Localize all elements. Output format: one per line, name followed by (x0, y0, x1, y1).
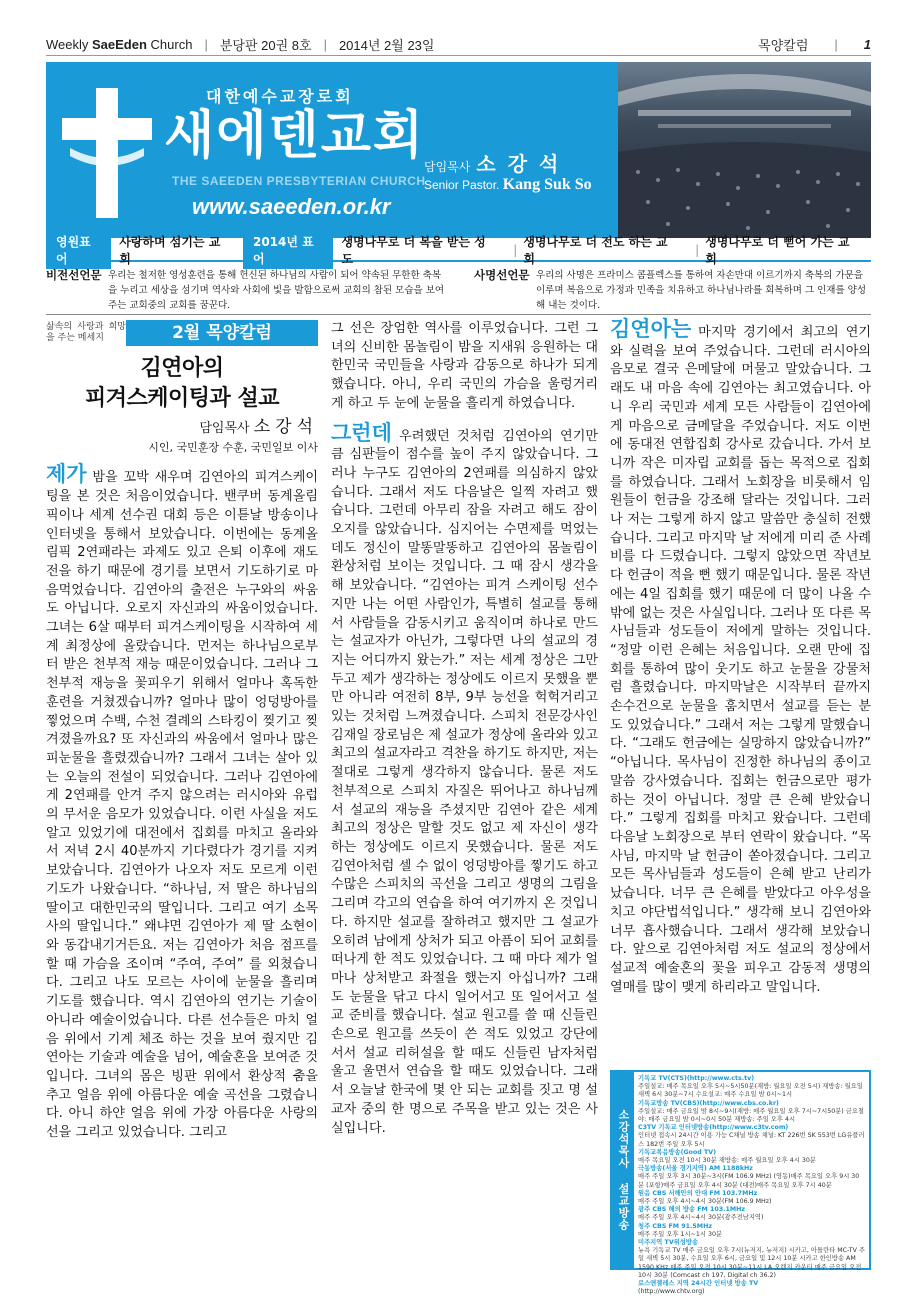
broadcast-item: 청주 CBS FM 91.5MHz 매주 주일 오후 1시~1시 30분 (638, 1222, 723, 1238)
church-english-name: THE SAEEDEN PRESBYTERIAN CHURCH (172, 174, 426, 188)
church-name: 새에덴교회 (164, 106, 426, 166)
lead-word: 제가 (46, 462, 87, 487)
article-column-3 (610, 317, 871, 997)
lead-word: 김연아는 (610, 317, 692, 341)
broadcast-list (634, 1072, 869, 1296)
motto-bar: 영원표어 사랑하며 섬기는 교회 2014년 표어 생명나무로 더 복을 받는 성도 | 생명나무로 더 전도 하는 교회 | 생명나무로 더 뻗어 가는 교회 (46, 240, 871, 262)
section-name: 목양칼럼 (758, 38, 809, 53)
lead-word: 그런데 (331, 420, 392, 445)
broadcast-item: 극동방송(서울 경기지역) AM 1188kHz 매주 주일 오후 3시 30분~3시(FM 106.9 MHz) (영동)매주 목요일 오후 9시 30분 (포항)매주 금요일 오후 4시 30분 (대전)매주 목요일 오후 7시 40분 (638, 1165, 860, 1189)
motto-eternal: 사랑하며 섬기는 교회 (119, 235, 221, 266)
broadcast-item: 로스앤젤레스 지역 24시간 인터넷 방송 TV (http://www.chtv.org) (638, 1280, 759, 1296)
motto-tag-eternal: 영원표어 (46, 231, 111, 269)
broadcast-item: 기독교복음방송(Good TV) 매주 목요일 오전 10시 30분 재방송: 매주 월요일 오후 4시 30분 (638, 1148, 816, 1165)
mission-statement (474, 268, 871, 312)
broadcast-schedule-box (610, 1070, 871, 1296)
broadcast-item: 미주지역 TV위성방송 뉴욕 기독교 TV 매주 금요일 오후 7시(뉴저지, 뉴저지) 시카고, 아틀란타 MC-TV 주 일 새벽 5시 30분, 수요일 오후 6시, 금요일 및 12시 10분 시카고 한인방송 AM 1590 KHz 매주 주일 오전 10시 30분~11시 LA 오렌지 카운티 매주 금요일 오전 10시 30분 (Comcast ch 197, Digital ch 36.2) (638, 1239, 866, 1279)
motto-tag-2014: 2014년 표어 (243, 231, 334, 269)
mission-label: 사명선언문 (474, 268, 530, 282)
congregation-photo (618, 62, 871, 238)
divider (46, 314, 871, 315)
mission-text: 우리의 사명은 프라미스 콤플렉스를 통하여 자손만대 이르기까지 축복의 가문을 이루며 복음으로 가정과 민족을 치유하고 하나님나라를 회복하며 그 인재를 양성해 내는 것이다. (536, 270, 867, 311)
article-paragraph: 그 선은 장엄한 역사를 이루었습니다. 그런 그녀의 신비한 몸놀림이 밤을 지새워 응원하는 대한민국 국민들을 사랑과 감동으로 하나가 되게 했습니다. 아니, 우리 국민의 가슴을 울렁거리게 하고 두 눈에 눈물을 흘리게 하였습니다. (331, 321, 598, 411)
broadcast-box-title: 소강석목사 설교방송 (612, 1072, 634, 1268)
author-roles: 시인, 국민훈장 수훈, 국민일보 이사 (148, 440, 318, 454)
article-paragraph: 제가 밤을 꼬박 새우며 김연아의 피겨스케이팅을 본 것은 처음이었습니다. 밴쿠버 동계올림픽이나 세계 선수권 대회 등은 이튿날 방송이나 인터넷을 통해서 보았습니다. 이번에는 동계올림픽 2연패라는 과제도 있고 은퇴 이후에 재도전을 하기 때문에 경기를 보면서 기도하기로 마음먹었습니다. 김연아의 출전은 누구와의 싸움도 아닙니다. 오로지 자신과의 싸움이었습니다. 그녀는 6살 때부터 피겨스케이팅을 시작하여 세계 최정상에 올랐습니다. 먼저는 하나님으로부터 받은 천부적 재능 때문이었습니다. 그러나 그 천부적 재능을 꽃피우기 위해서 얼마나 혹독한 훈련을 거쳤겠습니까? 얼마나 많이 엉덩방아를 찧었으며 수백, 수천 결례의 스타킹이 찢기고 찢겨졌을까요? 또 자신과의 싸움에서 얼마나 많은 피눈물을 흘렸겠습니까? 그래서 그녀는 살아 있는 오늘의 전설이 되었습니다. 그러나 김연아에게 2연패를 안겨 주지 않으려는 러시아와 유럽의 무서운 음모가 있었습니다. 이런 사실을 저도 알고 있었기에 대전에서 집회를 마치고 올라와서 저녁 2시 40분까지 기다렸다가 경기를 지켜보았습니다. 김연아가 나오자 저도 모르게 이런 기도가 나왔습니다. “하나님, 저 딸은 하나님의 딸이고 대한민국의 딸입니다. 그리고 여기 소목사의 딸입니다.” 왜냐면 김연아가 제 딸 소현이와 동갑내기거든요. 저는 김연아가 처음 점프를 할 때 가슴을 조이며 “주여, 주여” 를 외쳤습니다. 그리고 나도 모르는 사이에 눈물을 흘리며 기도를 했습니다. 역시 김연아의 연기는 기술이 아니라 예술이었습니다. 다른 선수들은 마치 얼음 위에서 기계 체조 하는 것을 보여 줬지만 김연아는 기술과 예술을 넘어, 예술혼을 보여준 것입니다. 그녀의 몸은 빙판 위에서 환상적 춤을 추고 얼음 위에 아름다운 예술 곡선을 그렸습니다. 아니 하얀 얼음 위에 가장 아름다운 사랑의 선을 그리고 있었습니다. 그리고 (46, 462, 318, 1141)
author-byline: 담임목사 소강석 (199, 417, 318, 437)
broadcast-item: 기독교 TV(CTS)(http://www.cts.tv) 주일설교: 매주 목요일 오후 5시~5시50분(재방: 월요일 오전 5시) 재방송: 월요일 새벽 6시 30분~7시 수요설교: 매주 수요일 밤 0시~1시 (638, 1075, 863, 1099)
broadcast-item: C3TV 기독교 인터넷방송(http://www.c3tv.com) 인터넷 접속시 24시간 이용 가능 C채널 방송 채널: KT 226번 SK 553번 LG유플러스 182번 주일 오후 5시 (638, 1124, 865, 1148)
kicker-label: 2월 목양칼럼 (126, 320, 318, 346)
vision-statement (46, 268, 448, 312)
running-header: Weekly SaeEden Church | 분당판 20권 8호 | 2014년 2월 23일 목양칼럼 | 1 (46, 34, 871, 56)
masthead (46, 62, 871, 238)
motto-item: 생명나무로 더 전도 하는 교회 (523, 235, 668, 266)
church-url[interactable]: www.saeeden.or.kr (192, 194, 391, 219)
broadcast-item: 광주 CBS 해의 방송 FM 103.1MHz 매주 주일 오후 4시~4시 30분(광주전남지역) (638, 1206, 764, 1222)
vision-label: 비전선언문 (46, 268, 102, 282)
motto-item: 생명나무로 더 뻗어 가는 교회 (705, 235, 850, 266)
page-number: 1 (863, 37, 871, 52)
broadcast-item: 기독교방송 TV(CBS)(http://www.cbs.co.kr) 주일설교: 매주 금요일 밤 8시~9시(재방: 매주 월요일 오후 7시~7시50분) 금요철야: 매주 금요일 밤 0시~0시 50분 재방송: 주일 오후 4시 (638, 1099, 864, 1124)
vision-text: 우리는 철저한 영성훈련을 통해 헌신된 하나님의 사람이 되어 약속된 무한한 축복을 누리고 세상을 섬기며 역사와 사회에 빛을 발함으로써 교회의 참된 모습을 보여주는 교회중의 교회를 꿈꾼다. (108, 270, 445, 311)
cross-logo-icon (62, 88, 152, 218)
article-column-1 (46, 320, 318, 1143)
article-paragraph: 그런데 우려했던 것처럼 김연아의 연기만큼 심판들이 점수를 높이 주지 않았습니다. 그러나 누구도 김연아의 2연패를 의심하지 않았습니다. 그래서 저도 다음날은 일찍 자려고 했습니다. 그런데 아무리 잠을 자려고 해도 잠이 오지를 않았습니다. 심지어는 수면제를 먹었는데도 정신이 말똥말똥하고 김연아의 몸놀림이 환상처럼 보이는 것입니다. 그 때 잠시 생각을 해 보았습니다. “김연아는 피겨 스케이팅 선수지만 나는 어떤 사람인가, 특별히 설교를 통해서 사람들을 감동시키고 움직이며 하나로 만드는 설교자가 아닌가, 그렇다면 나의 설교의 경지는 어디까지 왔는가.” 저는 세계 정상은 그만두고 제가 생각하는 정상에도 이르지 못했을 뿐만 아니라 여전히 8부, 9부 능선을 헉헉거리고 있는 것처럼 느껴졌습니다. 스피치 전문강사인 김재일 장로님은 제 설교가 정상에 올라와 있고 최고의 설교자라고 격찬을 하기도 하지만, 저는 절대로 그렇게 생각하지 않습니다. 물론 저도 천부적으로 스피치 자질은 뛰어나고 하나님께서 설교의 재능을 주셨지만 김연아 같은 세계 최고의 정상은 말할 것도 없고 제 자신이 생각하는 정상에도 이르지 못했습니다. 물론 저도 김연아처럼 셀 수 없이 엉덩방아를 찧기도 하고 수많은 스피치의 곡선을 그리고 생명의 그림을 그리며 각고의 연습을 하여 여기까지 온 것입니다. 하지만 설교를 잘하려고 했지만 그 설교가 오히려 남에게 상처가 되고 아픔이 되어 교회를 떠나게 한 적도 있었습니다. 그 때 마다 제가 얼마나 상처받고 좌절을 했는지 아십니까? 그래도 눈물을 닦고 다시 일어서고 또 일어서고 설교 준비를 했습니다. 설교 원고를 쓸 때 신들린 손으로 원고를 쓰듯이 쓴 적도 있었고 강단에 서서 설교 리허설을 할 때도 신들린 남자처럼 울고 울면서 연습을 할 때도 있었습니다. 그래서 오늘날 한국에 몇 안 되는 교회를 짓고 명 설교자 중의 한 명으로 주목을 받고 있는 것은 사실입니다. (331, 420, 598, 1136)
article-title: 김연아의 피겨스케이팅과 설교 (85, 356, 279, 411)
pastor-name: 담임목사 소강석 (424, 152, 571, 176)
kicker-subtitle: 삶속의 사랑과 희망을 주는 메세지 (46, 322, 126, 343)
article-paragraph: 김연아는 마지막 경기에서 최고의 연기와 실력을 보여 주었습니다. 그런데 러시아의 음모로 결국 은메달에 머물고 말았습니다. 그래도 내 마음 속에 김연아는 최고였습니다. 아니 우리 국민과 세계 모든 사람들이 김연아에게 마음으로 금메달을 주었습니다. 저도 이번에 동대전 연합집회 강사로 갔습니다. 가서 보니까 작은 미자립 교회를 돕는 목적으로 집회를 하였습니다. 그래서 노회장을 비롯해서 임원들이 헌금을 강조해 달라는 것입니다. 그러나 저는 그렇게 하지 않고 말씀만 충실히 전했습니다. 그리고 마지막 날 저에게 미리 준 사례비를 다 드렸습니다. 그렇지 않았으면 작년보다 헌금이 적을 뻔 했기 때문입니다. 물론 작년에는 4일 집회를 했기 때문에 더 많이 나올 수밖에 없는 것은 사실입니다. 그러나 또 다른 목사님들과 성도들이 저에게 말하는 것입니다. “정말 이런 은혜는 처음입니다. 오랜 만에 집회를 통하여 많이 웃기도 하고 눈물을 강물처럼 흘렸습니다. 마지막날은 시작부터 끝까지 손수건으로 눈물을 훔치면서 설교를 듣는 분도 있었습니다.” 그래서 저는 그렇게 말했습니다. “그래도 헌금에는 실망하지 않았습니까?” “아닙니다. 목사님이 진정한 하나님의 종이고 말씀 강사였습니다. 집회는 헌금으로만 평가하는 것이 아닙니다. 정말 큰 은혜 받았습니다.” 그렇게 집회를 마치고 왔습니다. 그런데 다음날 노회장으로 부터 연락이 왔습니다. “목사님, 마지막 날 헌금이 쏟아졌습니다. 그리고 모든 목사님들과 성도들이 은혜 받고 난리가 났습니다. 너무 큰 은혜를 받았다고 아우성을 치고 야단법석입니다.” 생각해 보니 김연아와 너무 흡사했습니다. 그래서 생각해 보았습니다. 앞으로 김연아처럼 저도 설교의 정상에서 설교적 예술혼의 꽃을 피우고 감동적 생명의 열매를 많이 맺게 하리라고 말입니다. (610, 317, 871, 995)
motto-item: 생명나무로 더 복을 받는 성도 (341, 235, 486, 266)
article-column-2 (331, 320, 598, 1138)
pastor-english-name: Senior Pastor. Kang Suk So (424, 176, 592, 193)
column-kicker (46, 320, 318, 346)
issue-date: 2014년 2월 23일 (338, 38, 435, 53)
broadcast-item: 원음 CBS 서해안의 안대 FM 103.7MHz 매주 주일 오후 4시~4시 30분(FM 106.9 MHz) (638, 1189, 772, 1206)
issue-number: 분당판 20권 8호 (219, 38, 312, 53)
paper-name: Weekly SaeEden Church (46, 37, 193, 52)
denomination: 대한예수교장로회 (206, 87, 354, 106)
